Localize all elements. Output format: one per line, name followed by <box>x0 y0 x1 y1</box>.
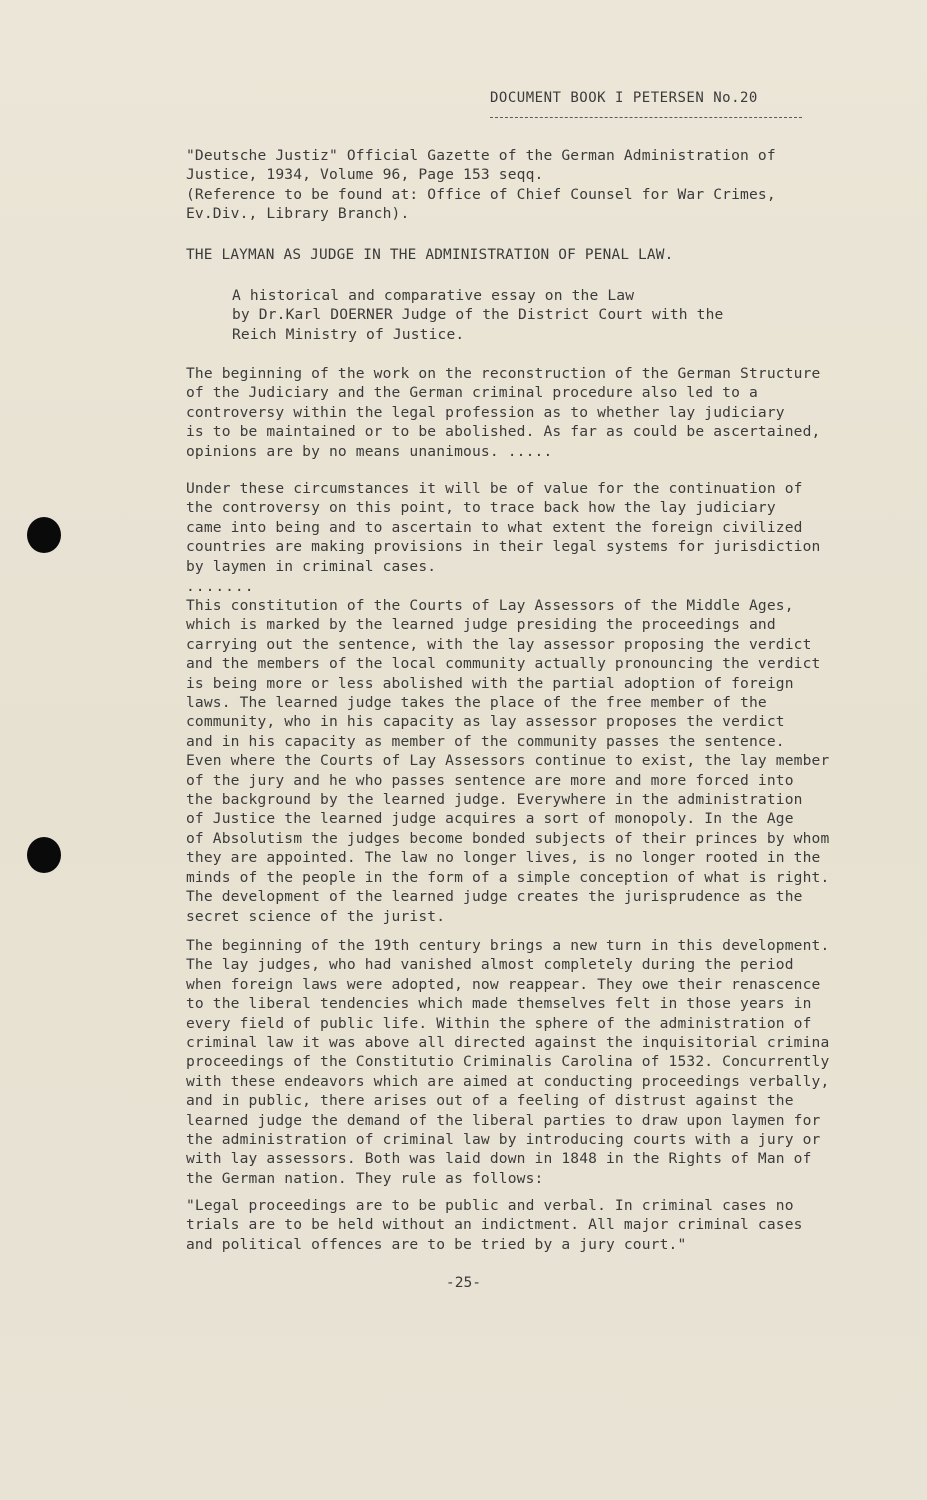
quote-text: "Legal proceedings are to be public and verbal. In criminal cases no trials are to be held without an indictment. All major criminal cases and political offences are to be tried by a jury court." <box>186 1197 803 1253</box>
essay-title <box>186 246 886 265</box>
title-text: THE LAYMAN AS JUDGE IN THE ADMINISTRATION OF PENAL LAW. <box>186 247 674 263</box>
source-text: "Deutsche Justiz" Official Gazette of the German Administration of Justice, 1934, Volume 96, Page 153 seqq. (Reference to be found at: Office of Chief Counsel for War Crimes, Ev.Div., Library Branch). <box>186 147 776 223</box>
source-citation <box>186 146 886 224</box>
paragraph-text: The beginning of the 19th century brings a new turn in this development. The lay judges, who had vanished almost completely during the period when foreign laws were adopted, now reappear. They owe their renascence to the liberal tendencies which made themselves felt in those years in every field of public life. Within the sphere of the administration of criminal law it was above all directed against the inquisitorial crimina proceedings of the Constitutio Criminalis Carolina of 1532. Concurrently with these endeavors which are aimed at conducting proceedings verbally, and in public, there arises out of a feeling of distrust against the learned judge the demand of the liberal parties to draw upon laymen for the administration of criminal law by introducing courts with a jury or with lay assessors. Both was laid down in 1848 in the Rights of Man of the German nation. They rule as follows: <box>186 937 830 1187</box>
quoted-law <box>186 1196 886 1254</box>
paragraph-2 <box>186 479 886 576</box>
separator-text: ....... <box>186 578 255 595</box>
essay-subtitle <box>232 286 852 344</box>
page-number: -25- <box>445 1274 482 1291</box>
paragraph-text: This constitution of the Courts of Lay Assessors of the Middle Ages, which is marked by the learned judge presiding the proceedings and carrying out the sentence, with the lay assessor proposing the verdict and the members of the local community actually pronouncing the verdict is being more or less abolished with the partial adoption of foreign laws. The learned judge takes the place of the free member of the community, who in his capacity as lay assessor proposes the verdict and in his capacity as member of the community passes the sentence. Even where the Courts of Lay Assessors continue to exist, the lay member of the jury and he who passes sentence are more and more forced into the background by the learned judge. Everywhere in the administration of Justice the learned judge acquires a sort of monopoly. In the Age of Absolutism the judges become bonded subjects of their princes by whom they are appointed. The law no longer lives, is no longer rooted in the minds of the people in the form of a simple conception of what is right. The development of the learned judge creates the jurisprudence as the secret science of the jurist. <box>186 597 830 925</box>
punch-hole-icon <box>27 517 61 553</box>
paragraph-text: The beginning of the work on the reconstruction of the German Structure of the Judiciary and the German criminal procedure also led to a controversy within the legal profession as to whether lay judiciary is to be maintained or to be abolished. As far as could be ascertained, opinions are by no means unanimous. ..... <box>186 365 821 460</box>
subtitle-text: A historical and comparative essay on the Law by Dr.Karl DOERNER Judge of the District Court with the Reich Ministry of Justice. <box>232 287 724 343</box>
header-rule <box>490 117 802 118</box>
punch-hole-icon <box>27 837 61 873</box>
paragraph-text: Under these circumstances it will be of value for the continuation of the controversy on this point, to trace back how the lay judiciary came into being and to ascertain to what extent the foreign civilized countries are making provisions in their legal systems for jurisdiction by laymen in criminal cases. <box>186 480 821 575</box>
document-header: DOCUMENT BOOK I PETERSEN No.20 <box>490 90 758 106</box>
paragraph-3 <box>186 596 886 926</box>
paragraph-1 <box>186 364 886 461</box>
paragraph-4 <box>186 936 886 1188</box>
ellipsis-separator <box>186 577 886 596</box>
